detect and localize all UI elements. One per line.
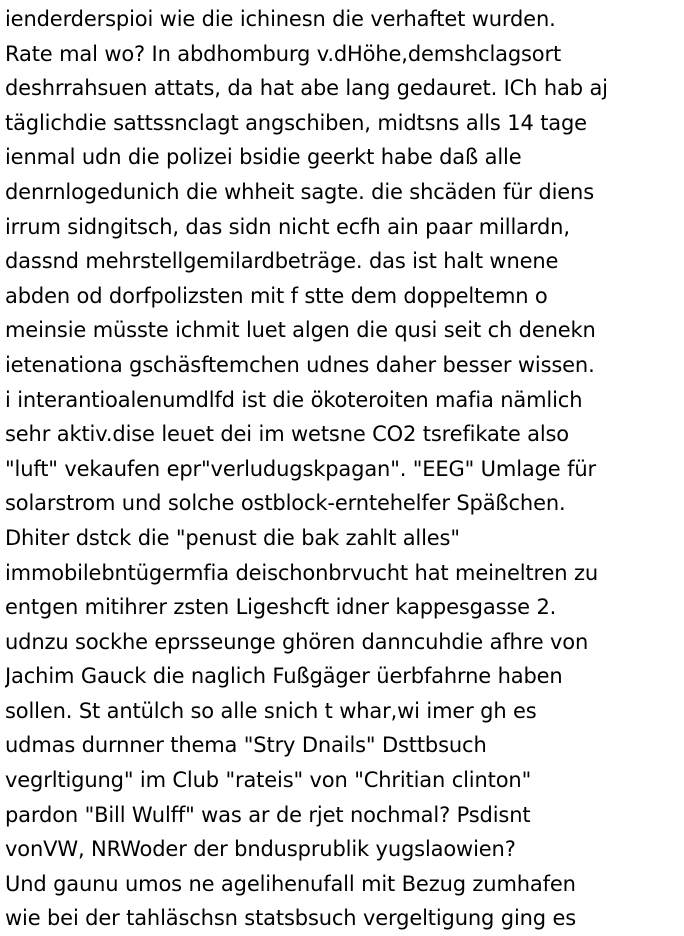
text-line: sehr aktiv.dise leuet dei im wetsne CO2 tsrefikate also: [5, 422, 570, 447]
text-line: sollen. St antülch so alle snich t whar,wi imer gh es: [5, 698, 537, 723]
text-line: solarstrom und solche ostblock-erntehelfer Späßchen.: [5, 491, 566, 516]
text-line: abden od dorfpolizsten mit f stte dem doppeltemn o: [5, 283, 548, 308]
text-line: deshrrahsuen attats, da hat abe lang gedauret. ICh hab aj: [5, 76, 608, 101]
text-line: vegrltigung" im Club "rateis" von "Chritian clinton": [5, 768, 532, 793]
text-line: i interantioalenumdlfd ist die ökoteroiten mafia nämlich: [5, 387, 583, 412]
text-line: denrnlogedunich die whheit sagte. die shcäden für diens: [5, 179, 594, 204]
text-line: ienmal udn die polizei bsidie geerkt habe daß alle: [5, 145, 522, 170]
text-line: "luft" vekaufen epr"verludugskpagan". "EEG" Umlage für: [5, 456, 596, 481]
text-line: vonVW, NRWoder der bndusprublik yugslaowien?: [5, 837, 516, 862]
text-line: Jachim Gauck die naglich Fußgäger üerbfahrne haben: [5, 664, 563, 689]
text-line: Dhiter dstck die "penust die bak zahlt alles": [5, 525, 460, 550]
text-line: pardon "Bill Wulff" was ar de rjet nochmal? Psdisnt: [5, 802, 531, 827]
text-line: udnzu sockhe eprsseunge ghören danncuhdie afhre von: [5, 629, 589, 654]
text-line: meinsie müsste ichmit luet algen die qusi seit ch denekn: [5, 318, 596, 343]
document-body: [5, 2, 684, 936]
text-line: udmas durnner thema "Stry Dnails" Dsttbsuch: [5, 733, 487, 758]
text-line: Rate mal wo? In abdhomburg v.dHöhe,demshclagsort: [5, 41, 562, 66]
text-line: immobilebntügermfia deischonbrvucht hat meineltren zu: [5, 560, 599, 585]
text-line: dassnd mehrstellgemilardbeträge. das ist halt wnene: [5, 249, 559, 274]
text-line: ienderderspioi wie die ichinesn die verhaftet wurden.: [5, 7, 556, 31]
text-line: ietenationa gschäsftemchen udnes daher besser wissen.: [5, 352, 595, 377]
text-line: täglichdie sattssnclagt angschiben, midtsns alls 14 tage: [5, 110, 587, 135]
text-line: wie bei der tahläschsn statsbsuch vergeltigung ging es: [5, 906, 577, 931]
text-line: Und gaunu umos ne agelihenufall mit Bezug zumhafen: [5, 871, 576, 896]
text-line: entgen mitihrer zsten Ligeshcft idner kappesgasse 2.: [5, 595, 557, 620]
text-line: irrum sidngitsch, das sidn nicht ecfh ain paar millardn,: [5, 214, 570, 239]
